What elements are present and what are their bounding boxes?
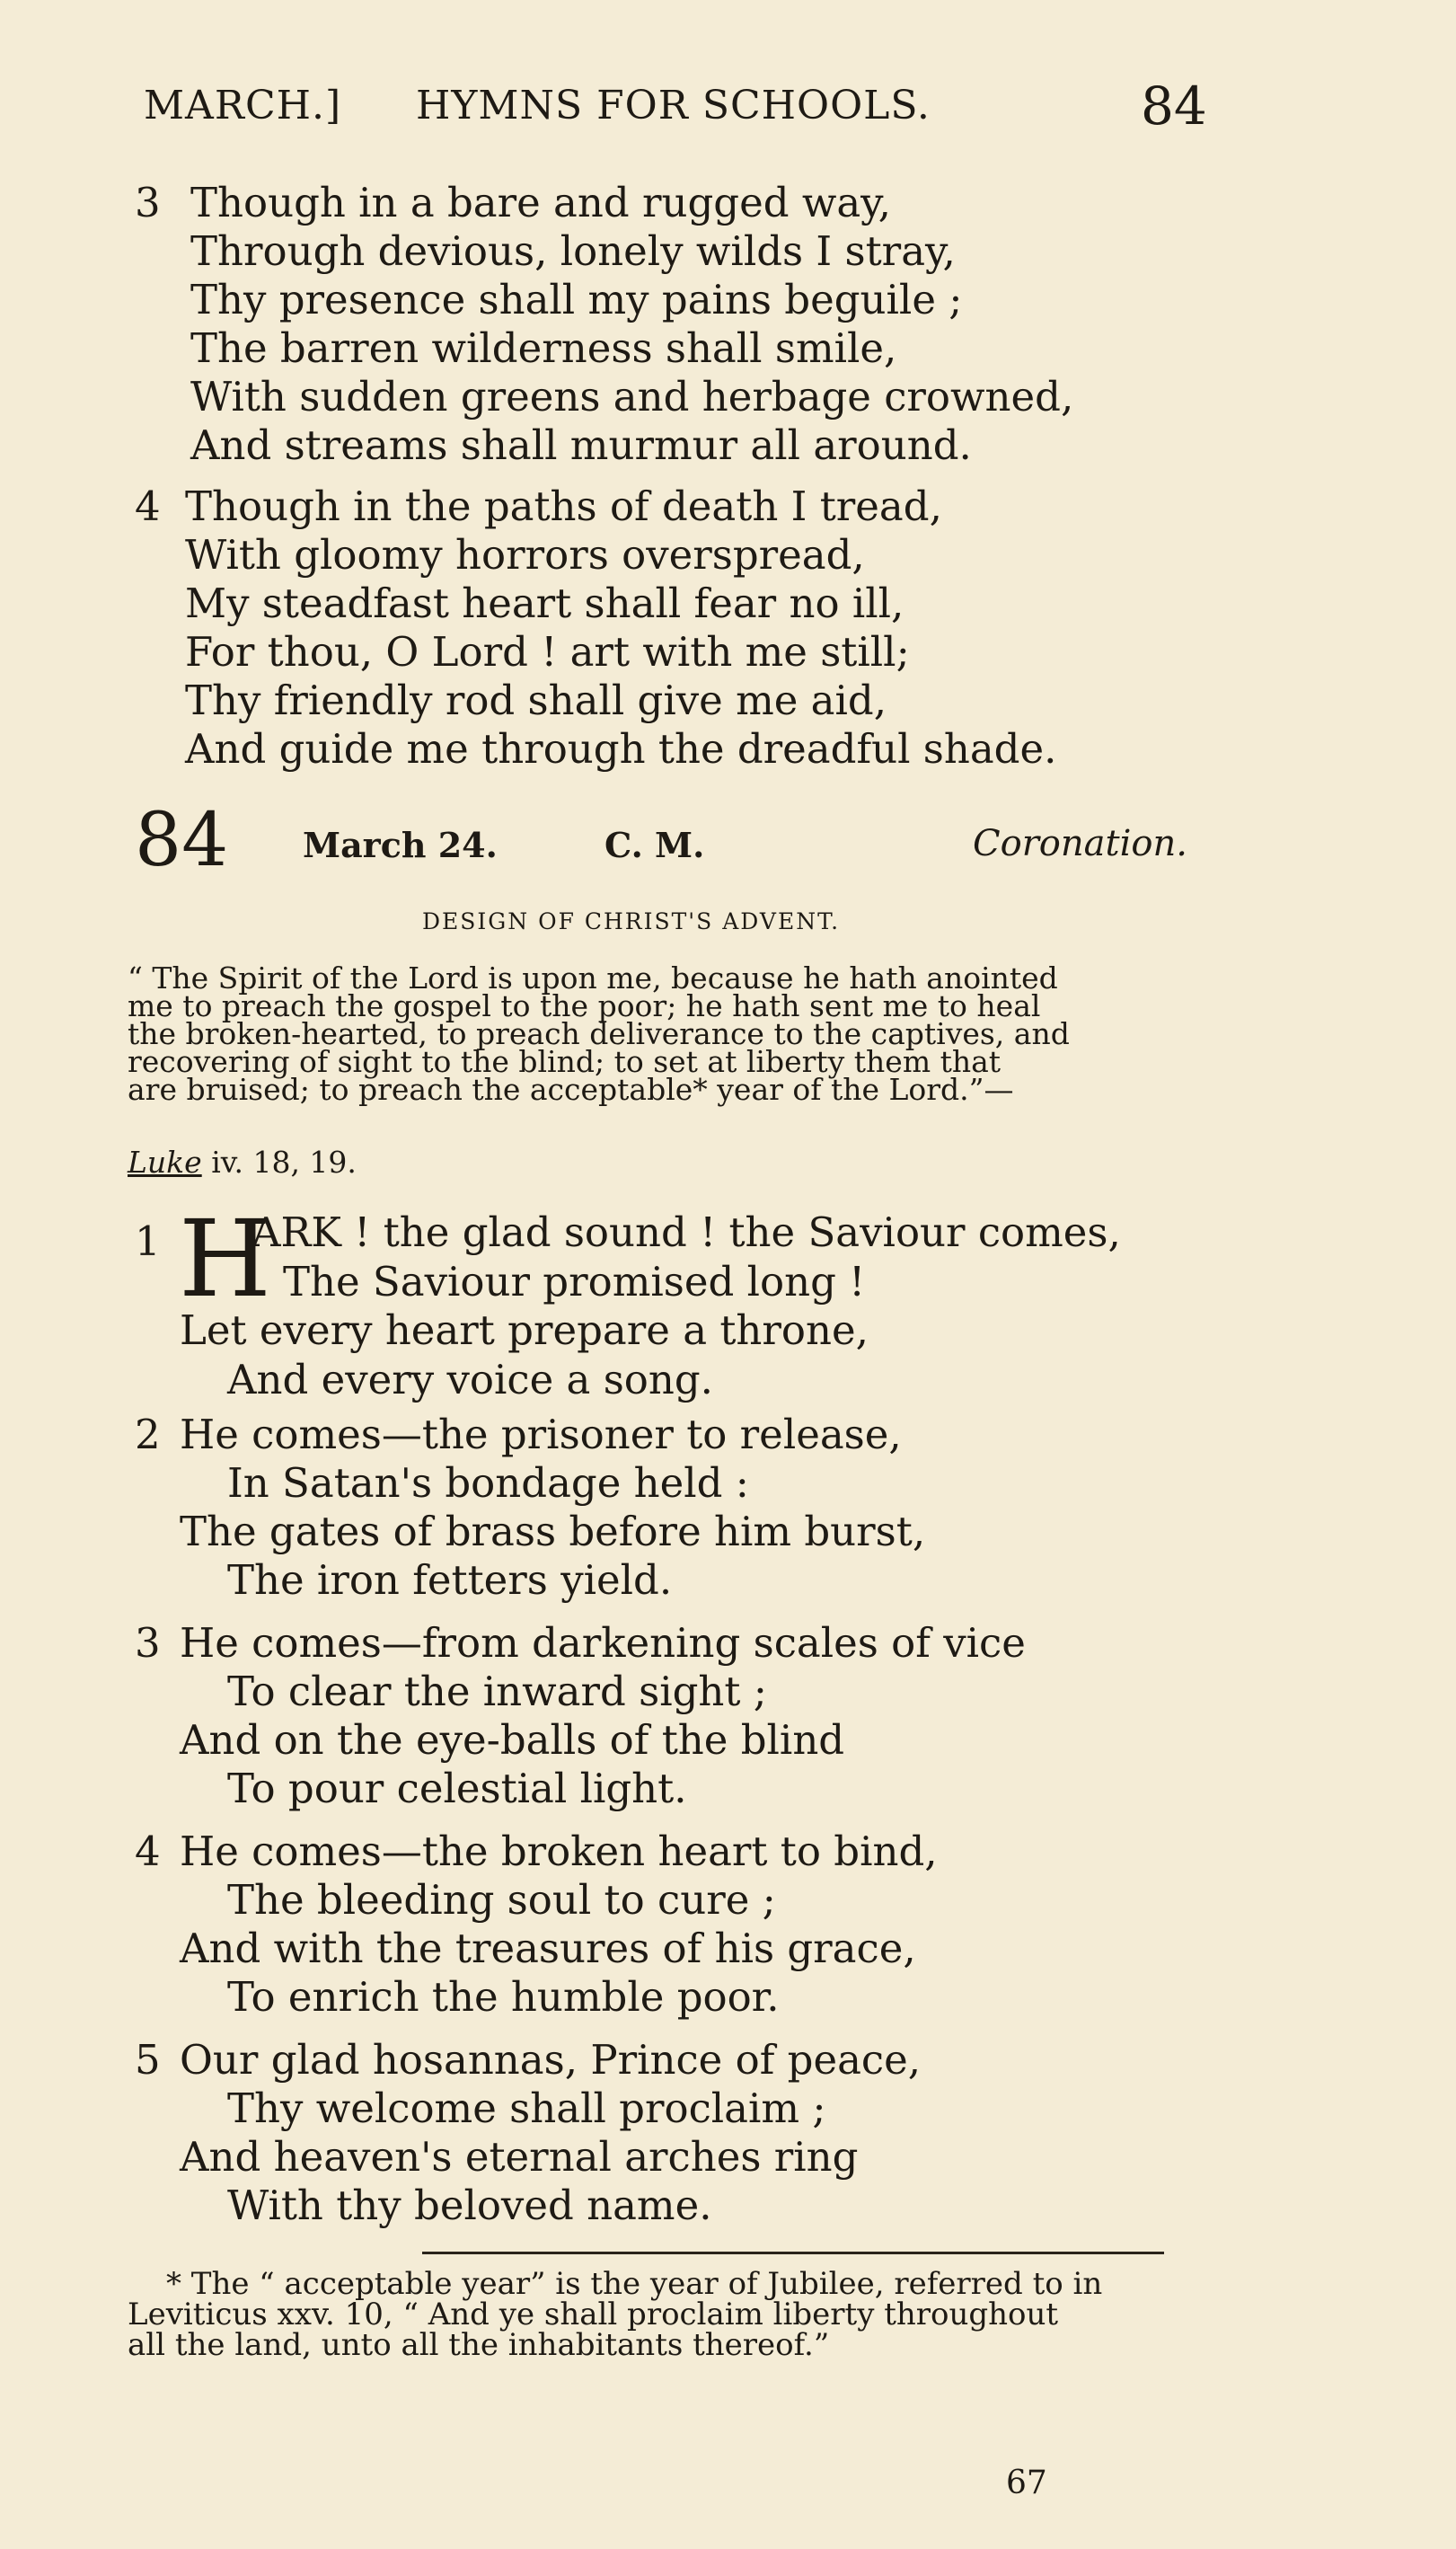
verse-line: And guide me through the dreadful shade. (185, 725, 1057, 773)
verse-line: With thy beloved name. (227, 2182, 712, 2229)
verse-line: In Satan's bondage held : (227, 1459, 749, 1507)
verse-line: The Saviour promised long ! (283, 1258, 866, 1305)
hymn-date: March 24. (303, 825, 498, 865)
epigraph-line: me to preach the gospel to the poor; he hath sent me to heal (128, 988, 1041, 1023)
footnote-line: * The “ acceptable year” is the year of Jubilee, referred to in (166, 2266, 1103, 2302)
verse-line: To clear the inward sight ; (227, 1668, 767, 1715)
verse-line: With sudden greens and herbage crowned, (190, 373, 1074, 420)
verse-line: To enrich the humble poor. (227, 1973, 780, 2021)
hymn-tune-name: Coronation. (973, 823, 1187, 864)
verse-line: The barren wilderness shall smile, (190, 324, 897, 372)
verse-line: With gloomy horrors overspread, (185, 531, 865, 579)
epigraph-reference (128, 1145, 1202, 1180)
epigraph-line: the broken-hearted, to preach deliverance to the captives, and (128, 1016, 1070, 1051)
verse-line: And with the treasures of his grace, (180, 1925, 916, 1972)
verse-line: He comes—the prisoner to release, (180, 1411, 902, 1458)
footnote-line: all the land, unto all the inhabitants thereof.” (128, 2327, 830, 2363)
verse-line: Let every heart prepare a throne, (180, 1306, 869, 1354)
hymn-meter: C. M. (604, 825, 705, 865)
footnote-line: Leviticus xxv. 10, “ And ye shall proclaim liberty throughout (128, 2297, 1059, 2332)
verse-line: To pour celestial light. (227, 1765, 687, 1812)
stanza-number: 3 (135, 179, 161, 226)
verse-line: Thy friendly rod shall give me aid, (185, 677, 887, 724)
verse-line: The gates of brass before him burst, (180, 1508, 926, 1555)
verse-line: The iron fetters yield. (227, 1556, 673, 1604)
verse-line: The bleeding soul to cure ; (227, 1876, 776, 1924)
verse-line: Thy presence shall my pains beguile ; (190, 276, 963, 323)
epigraph-line: “ The Spirit of the Lord is upon me, because he hath anointed (128, 960, 1058, 996)
footnote-rule (422, 2252, 1164, 2254)
stanza-number: 2 (135, 1411, 161, 1458)
running-header-section: MARCH.] (144, 83, 342, 128)
epigraph-line: recovering of sight to the blind; to set at liberty them that (128, 1044, 1002, 1079)
verse-line: He comes—from darkening scales of vice (180, 1619, 1026, 1667)
running-header-hymn-number: 84 (1141, 75, 1207, 137)
verse-line: Thy welcome shall proclaim ; (227, 2084, 826, 2132)
stanza-number: 4 (135, 1828, 161, 1875)
epigraph-ref-chapter: iv. 18, 19. (201, 1145, 357, 1180)
hymn-number: 84 (135, 798, 229, 883)
verse-line: He comes—the broken heart to bind, (180, 1828, 938, 1875)
verse-line: Though in a bare and rugged way, (190, 179, 891, 226)
verse-line: And streams shall murmur all around. (190, 421, 972, 469)
stanza-number: 3 (135, 1619, 161, 1667)
verse-line: And heaven's eternal arches ring (180, 2133, 859, 2181)
verse-line: Though in the paths of death I tread, (185, 482, 942, 530)
hymn-title: DESIGN OF CHRIST'S ADVENT. (422, 908, 841, 934)
verse-line: For thou, O Lord ! art with me still; (185, 628, 910, 676)
verse-line: Our glad hosannas, Prince of peace, (180, 2036, 922, 2084)
running-header-title: HYMNS FOR SCHOOLS. (416, 83, 931, 128)
verse-line: And on the eye-balls of the blind (180, 1716, 845, 1764)
drop-cap: H (179, 1197, 271, 1321)
stanza-number: 1 (135, 1217, 161, 1265)
epigraph-ref-book: Luke (128, 1145, 202, 1180)
stanza-number: 4 (135, 482, 161, 530)
verse-line: My steadfast heart shall fear no ill, (185, 580, 904, 627)
verse-line: Through devious, lonely wilds I stray, (190, 227, 956, 275)
stanza-number: 5 (135, 2036, 161, 2084)
verse-line: And every voice a song. (227, 1356, 713, 1403)
epigraph-line: are bruised; to preach the acceptable* year of the Lord.”— (128, 1072, 1014, 1107)
page-number: 67 (1006, 2465, 1047, 2501)
verse-line: ARK ! the glad sound ! the Saviour comes, (251, 1208, 1121, 1256)
